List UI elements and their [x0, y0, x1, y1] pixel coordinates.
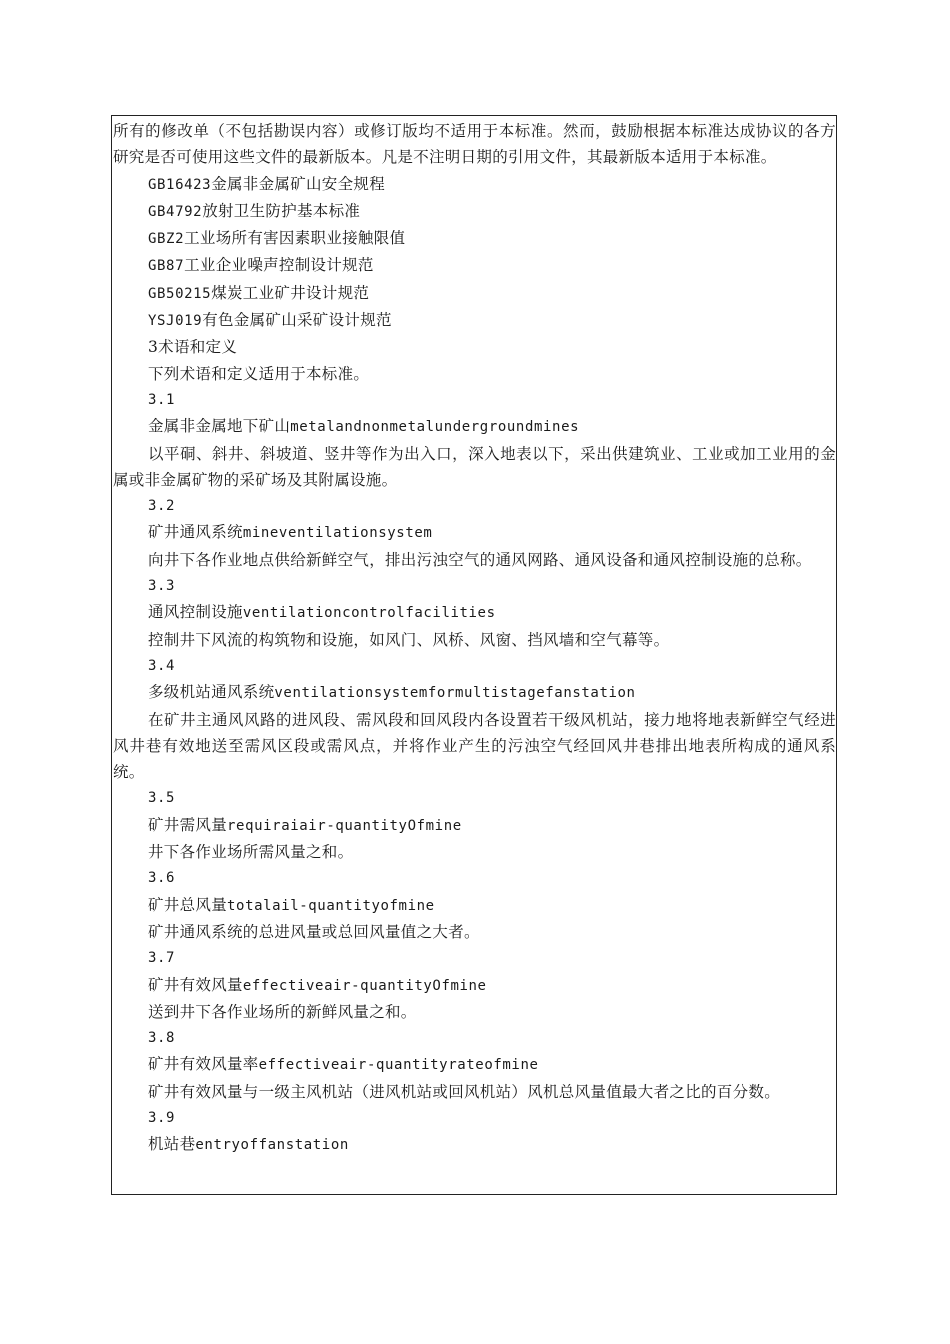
term-number: 3.8 [148, 1030, 176, 1047]
term-definition: 井下各作业场所需风量之和。 [148, 843, 354, 862]
term-title: 矿井需风量requiraiair-quantityOfmine [148, 815, 462, 834]
term-number: 3.6 [148, 870, 176, 887]
term-title: 通风控制设施ventilationcontrolfacilities [148, 603, 496, 622]
term-number: 3.1 [148, 391, 176, 408]
term-number: 3.7 [148, 950, 176, 967]
term-title: 多级机站通风系统ventilationsystemformultistagefanstation [148, 683, 636, 702]
reference-item: GB50215煤炭工业矿井设计规范 [148, 283, 370, 302]
term-title: 矿井总风量totalail-quantityofmine [148, 895, 435, 914]
term-number: 3.5 [148, 790, 176, 807]
reference-item: YSJ019有色金属矿山采矿设计规范 [148, 311, 392, 330]
term-title: 矿井有效风量effectiveair-quantityOfmine [148, 975, 487, 994]
term-number: 3.3 [148, 578, 176, 595]
term-number: 3.4 [148, 657, 176, 674]
term-definition: 向井下各作业地点供给新鲜空气，排出污浊空气的通风网路、通风设备和通风控制设施的总称。 [148, 550, 812, 569]
document-body [112, 116, 836, 1159]
reference-item: GB87工业企业噪声控制设计规范 [148, 256, 374, 275]
reference-item: GBZ2工业场所有害因素职业接触限值 [148, 229, 406, 248]
term-definition: 在矿井主通风风路的进风段、需风段和回风段内各设置若干级风机站，接力地将地表新鲜空气经进风井巷有效地送至需风区段或需风点，并将作业产生的污浊空气经回风井巷排出地表所构成的通风系统。 [113, 710, 836, 782]
term-definition: 矿井通风系统的总进风量或总回风量值之大者。 [148, 922, 480, 941]
term-title: 矿井有效风量率effectiveair-quantityrateofmine [148, 1055, 539, 1074]
term-number: 3.2 [148, 498, 176, 515]
term-title: 金属非金属地下矿山metalandnonmetalundergroundmines [148, 417, 580, 436]
intro-paragraph: 所有的修改单（不包括勘误内容）或修订版均不适用于本标准。然而，鼓励根据本标准达成协议的各方研究是否可使用这些文件的最新版本。凡是不注明日期的引用文件，其最新版本适用于本标准。 [113, 122, 836, 167]
reference-item: GB4792放射卫生防护基本标准 [148, 201, 361, 220]
term-definition: 以平硐、斜井、斜坡道、竖井等作为出入口，深入地表以下，采出供建筑业、工业或加工业用的金属或非金属矿物的采矿场及其附属设施。 [113, 444, 836, 489]
term-definition: 送到井下各作业场所的新鲜风量之和。 [148, 1002, 417, 1021]
term-definition: 矿井有效风量与一级主风机站（进风机站或回风机站）风机总风量值最大者之比的百分数。 [148, 1082, 781, 1101]
reference-item: GB16423金属非金属矿山安全规程 [148, 174, 386, 193]
term-definition: 控制井下风流的构筑物和设施，如风门、风桥、风窗、挡风墙和空气幕等。 [148, 630, 670, 649]
section-heading: 3术语和定义 [148, 338, 238, 357]
section-intro: 下列术语和定义适用于本标准。 [148, 364, 370, 383]
document-frame [111, 115, 837, 1195]
term-title: 矿井通风系统mineventilationsystem [148, 523, 433, 542]
term-title: 机站巷entryoffanstation [148, 1135, 349, 1154]
term-number: 3.9 [148, 1109, 176, 1126]
